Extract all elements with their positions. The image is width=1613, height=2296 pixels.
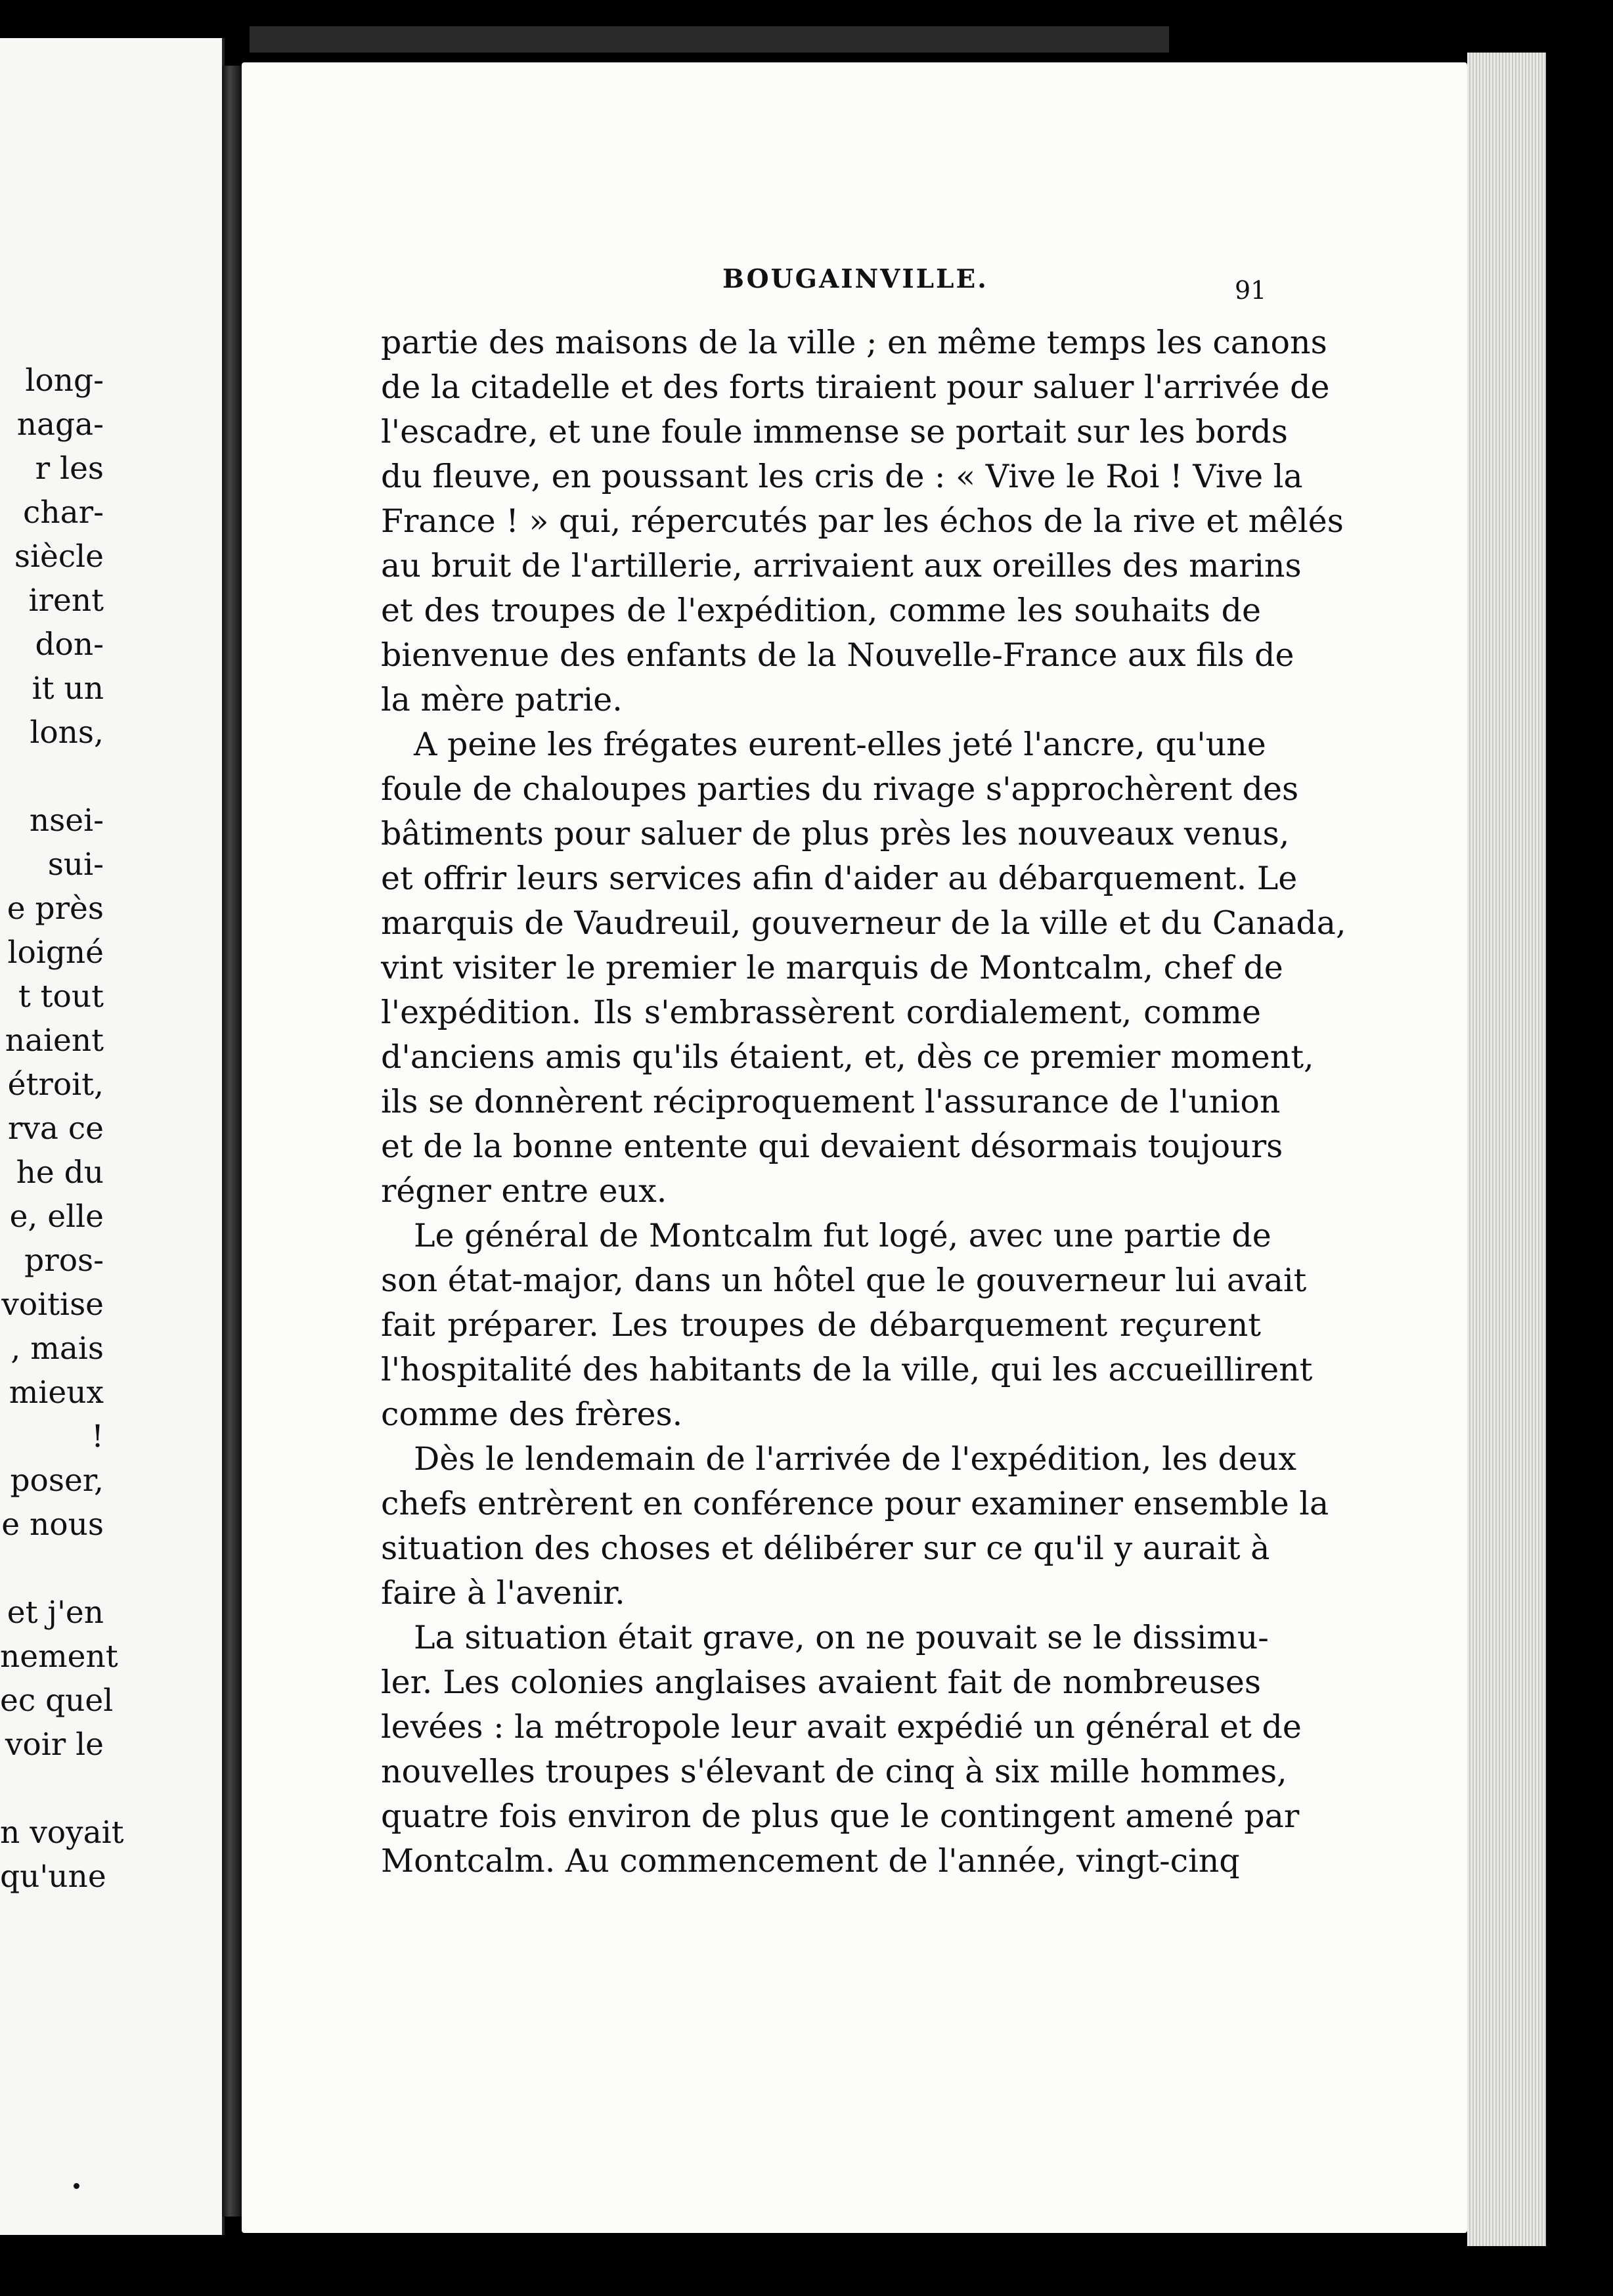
text-line: Montcalm. Au commencement de l'année, vingt-cinq	[381, 1842, 1240, 1880]
text-line: faire à l'avenir.	[381, 1574, 625, 1612]
text-line: au bruit de l'artillerie, arrivaient aux oreilles des marins	[381, 547, 1302, 585]
left-page-line-fragment: r les	[35, 451, 104, 487]
text-line: du fleuve, en poussant les cris de : « Vive le Roi ! Vive la	[381, 458, 1303, 495]
text-line: fait préparer. Les troupes de débarquement reçurent	[381, 1306, 1261, 1344]
text-line: la mère patrie.	[381, 681, 623, 718]
text-line: bienvenue des enfants de la Nouvelle-France aux fils de	[381, 636, 1294, 674]
paragraph	[381, 1214, 1313, 1437]
left-page-line-fragment: irent	[28, 583, 104, 619]
page-edges	[1467, 53, 1546, 2246]
text-line: partie des maisons de la ville ; en même temps les canons	[381, 324, 1327, 361]
text-line: chefs entrèrent en conférence pour examiner ensemble la	[381, 1485, 1329, 1522]
left-page-line-fragment: pros-	[24, 1243, 104, 1279]
left-page-line-fragment: siècle	[14, 539, 104, 575]
text-line: foule de chaloupes parties du rivage s'approchèrent des	[381, 770, 1299, 808]
left-page-line-fragment: lons,	[30, 715, 104, 751]
text-line: d'anciens amis qu'ils étaient, et, dès ce premier moment,	[381, 1038, 1314, 1076]
left-page-line-fragment	[0, 755, 104, 799]
text-line: comme des frères.	[381, 1396, 683, 1433]
text-line: La situation était grave, on ne pouvait se le dissimu-	[414, 1619, 1269, 1656]
text-line: et des troupes de l'expédition, comme les souhaits de	[381, 592, 1261, 629]
left-page-line-fragment: loigné	[7, 935, 104, 971]
left-page-line-fragment: he du	[16, 1155, 104, 1191]
left-page-line-fragment: char-	[23, 495, 104, 531]
left-page-line-fragment: naient	[5, 1023, 104, 1059]
text-line: vint visiter le premier le marquis de Montcalm, chef de	[381, 949, 1283, 986]
left-page-line-fragment: voir le	[5, 1727, 104, 1763]
text-line: et offrir leurs services afin d'aider au débarquement. Le	[381, 860, 1298, 897]
left-page-line-fragment: , mais	[11, 1331, 104, 1367]
left-page-line-fragment	[0, 1767, 104, 1811]
left-page-line-fragment: e nous	[1, 1507, 104, 1543]
ink-dot	[74, 2183, 79, 2189]
left-page-line-fragment: e, elle	[9, 1199, 104, 1235]
left-page-line-fragment: naga-	[16, 407, 104, 443]
text-line: régner entre eux.	[381, 1172, 667, 1210]
left-page-line-fragment: it un	[32, 671, 104, 707]
left-page-text	[0, 359, 124, 1899]
text-line: ils se donnèrent réciproquement l'assurance de l'union	[381, 1083, 1281, 1120]
left-page-line-fragment: don-	[35, 627, 104, 663]
left-page-line-fragment: nsei-	[29, 803, 104, 839]
left-page-line-fragment: rva ce	[7, 1111, 104, 1147]
scan-top-shadow	[250, 26, 1169, 53]
paragraph	[381, 320, 1344, 722]
text-line: l'expédition. Ils s'embrassèrent cordialement, comme	[381, 994, 1261, 1031]
text-line: ler. Les colonies anglaises avaient fait de nombreuses	[381, 1664, 1261, 1701]
left-page-line-fragment: mieux	[9, 1375, 104, 1411]
text-line: l'hospitalité des habitants de la ville, qui les accueillirent	[381, 1351, 1313, 1388]
paragraph	[381, 1616, 1302, 1884]
left-page-line-fragment: t tout	[18, 979, 104, 1015]
text-line: A peine les frégates eurent-elles jeté l'ancre, qu'une	[414, 726, 1266, 763]
left-page-line-fragment: long-	[25, 363, 104, 399]
text-line: et de la bonne entente qui devaient désormais toujours	[381, 1128, 1283, 1165]
text-line: levées : la métropole leur avait expédié un général et de	[381, 1708, 1302, 1746]
left-page-line-fragment: étroit,	[7, 1067, 104, 1103]
text-line: de la citadelle et des forts tiraient pour saluer l'arrivée de	[381, 368, 1330, 406]
left-page-line-fragment: nement	[0, 1639, 118, 1675]
text-line: Dès le lendemain de l'arrivée de l'expédition, les deux	[414, 1440, 1297, 1478]
body-text	[381, 320, 1346, 1884]
left-page-line-fragment	[0, 1547, 104, 1591]
text-line: son état-major, dans un hôtel que le gouverneur lui avait	[381, 1262, 1307, 1299]
paragraph	[381, 722, 1346, 1214]
left-page-line-fragment: !	[91, 1419, 104, 1455]
page-number: 91	[1235, 276, 1267, 305]
left-page-line-fragment: et j'en	[7, 1595, 104, 1631]
left-page-line-fragment: ec quel	[0, 1683, 114, 1719]
text-line: nouvelles troupes s'élevant de cinq à six mille hommes,	[381, 1753, 1287, 1790]
text-line: situation des choses et délibérer sur ce qu'il y aurait à	[381, 1530, 1270, 1567]
text-line: bâtiments pour saluer de plus près les nouveaux venus,	[381, 815, 1290, 852]
text-line: Le général de Montcalm fut logé, avec une partie de	[414, 1217, 1271, 1254]
running-head: BOUGAINVILLE.	[722, 264, 988, 294]
left-page-line-fragment: n voyait	[0, 1815, 124, 1851]
left-page-line-fragment: qu'une	[0, 1859, 106, 1895]
paragraph	[381, 1437, 1329, 1616]
left-page-line-fragment: sui-	[47, 847, 104, 883]
text-line: l'escadre, et une foule immense se portait sur les bords	[381, 413, 1288, 451]
book-gutter	[222, 66, 242, 2217]
left-page-line-fragment: voitise	[1, 1287, 104, 1323]
text-line: France ! » qui, répercutés par les échos de la rive et mêlés	[381, 502, 1344, 540]
text-line: marquis de Vaudreuil, gouverneur de la ville et du Canada,	[381, 904, 1346, 942]
left-page-line-fragment: e près	[7, 891, 104, 927]
text-line: quatre fois environ de plus que le contingent amené par	[381, 1798, 1300, 1835]
left-page-line-fragment: poser,	[10, 1463, 104, 1499]
left-page	[0, 38, 225, 2235]
